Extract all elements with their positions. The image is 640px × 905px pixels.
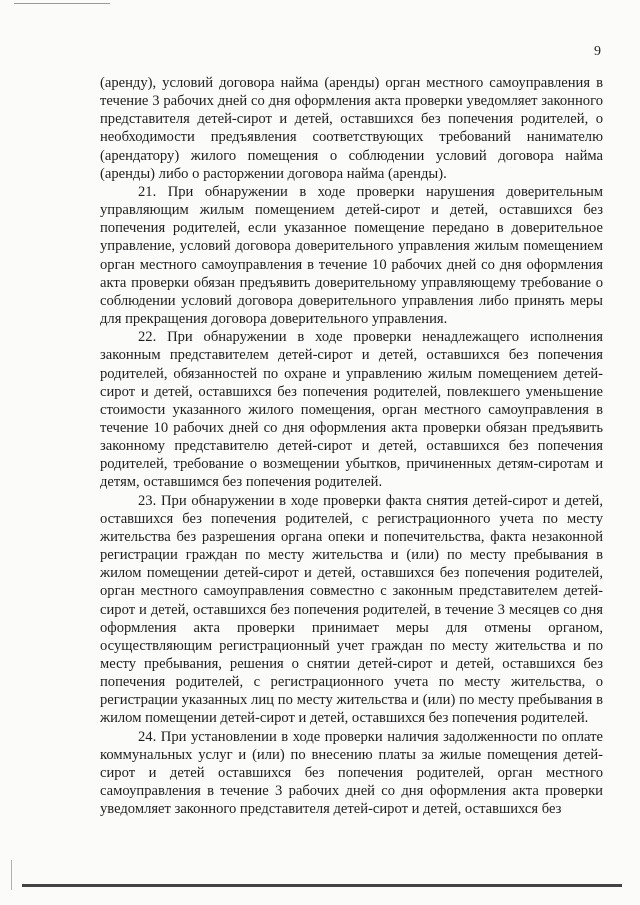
paragraph-21: 21. При обнаружении в ходе проверки нарушения доверительным управляющим жилым помещением детей-сирот и детей, оставшихся без попечения родителей, если указанное помещение передано в доверительное управление, условий договора доверительного управления жилым помещением орган местного самоуправления в течение 10 рабочих дней со дня оформления акта проверки обязан предъявить доверительному управляющему требование о соблюдении условий договора доверительного управления либо принять меры для прекращения договора доверительного управления. [100,183,603,328]
paragraph-24: 24. При установлении в ходе проверки наличия задолженности по оплате коммунальных услуг и (или) по внесению платы за жилые помещения детей-сирот и детей оставшихся без попечения родителей, орган местного самоуправления в течение 3 рабочих дней со дня оформления акта проверки уведомляет законного представителя детей-сирот и детей, оставшихся без [100,728,603,818]
document-body [100,74,603,818]
page-number: 9 [594,44,601,59]
paragraph-23: 23. При обнаружении в ходе проверки факта снятия детей-сирот и детей, оставшихся без попечения родителей, с регистрационного учета по месту жительства без разрешения органа опеки и попечительства, факта незаконной регистрации граждан по месту жительства и (или) по месту пребывания в жилом помещении детей-сирот и детей, оставшихся без попечения родителей, орган местного самоуправления совместно с законным представителем детей-сирот и детей, оставшихся без попечения родителей, в течение 3 месяцев со дня оформления акта проверки принимает меры для отмены органом, осуществляющим регистрационный учет граждан по месту жительства и по месту пребывания, решения о снятии детей-сирот и детей, оставшихся без попечения родителей, с регистрационного учета по месту жительства, о регистрации указанных лиц по месту жительства и (или) по месту пребывания в жилом помещении детей-сирот и детей, оставшихся без попечения родителей. [100,492,603,727]
scan-edge-line-top [14,3,110,4]
paragraph-22: 22. При обнаружении в ходе проверки ненадлежащего исполнения законным представителем детей-сирот и детей, оставшихся без попечения родителей, обязанностей по охране и управлению жилым помещением детей-сирот и детей, оставшихся без попечения родителей, повлекшего уменьшение стоимости указанного жилого помещения, орган местного самоуправления в течение 10 рабочих дней со дня оформления акта проверки обязан предъявить законному представителю детей-сирот и детей, оставшихся без попечения родителей, требование о возмещении убытков, причиненных детям-сиротам и детям, оставшимся без попечения родителей. [100,329,603,491]
scan-edge-mark-left [11,860,12,890]
scan-edge-line-bottom [22,884,622,887]
paragraph-continuation: (аренду), условий договора найма (аренды) орган местного самоуправления в течение 3 рабочих дней со дня оформления акта проверки уведомляет законного представителя детей-сирот и детей, оставшихся без попечения родителей, о необходимости предъявления соответствующих требований нанимателю (арендатору) жилого помещения о соблюдении условий договора найма (аренды) либо о расторжении договора найма (аренды). [100,75,603,182]
